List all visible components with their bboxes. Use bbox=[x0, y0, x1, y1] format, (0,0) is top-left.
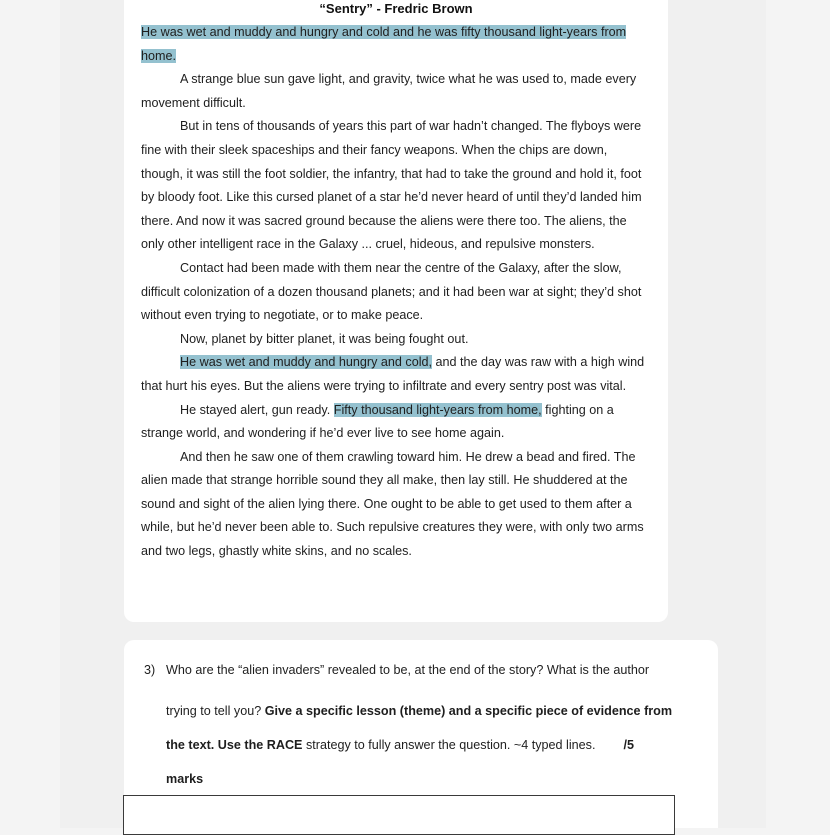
paragraph-7-rest: fighting on a strange world, and wondering if he’d ever live to see home again. bbox=[141, 402, 614, 441]
answer-box[interactable] bbox=[123, 795, 675, 835]
paragraph-8: And then he saw one of them crawling toward him. He drew a bead and fired. The alien made that strange horrible sound they all make, then lay still. He shuddered at the sound and sight of the alien lying there. One ought to be able to get used to them after a while, but he’d never been able to. Such repulsive creatures they were, with only two arms and two legs, ghastly white skins, and no scales. bbox=[141, 449, 644, 559]
question-plain-1: trying to tell you? bbox=[166, 704, 265, 718]
question-bold-instruction: Give a specific lesson (theme) and a specific piece of evidence from the text. Use the RACE bbox=[166, 704, 673, 752]
highlighted-repeat-line: He was wet and muddy and hungry and cold, bbox=[180, 355, 433, 370]
story-title: “Sentry” - Fredric Brown bbox=[319, 1, 473, 16]
marks-label: marks bbox=[166, 772, 204, 786]
story-body bbox=[141, 21, 645, 564]
paragraph-5: Now, planet by bitter planet, it was being fought out. bbox=[180, 331, 469, 346]
paragraph-6 bbox=[141, 351, 645, 398]
question-plain-2: strategy to fully answer the question. ~4 typed lines. bbox=[302, 738, 596, 752]
marks-value: /5 bbox=[623, 738, 634, 752]
paragraph-6-rest: and the day was raw with a high wind that hurt his eyes. But the aliens were trying to infiltrate and every sentry post was vital. bbox=[141, 355, 645, 393]
paragraph-2: A strange blue sun gave light, and gravity, twice what he was used to, made every movement difficult. bbox=[141, 72, 637, 110]
paragraph-7-start: He stayed alert, gun ready. bbox=[180, 402, 334, 417]
paragraph-1 bbox=[141, 21, 645, 68]
paragraph-7 bbox=[141, 399, 645, 446]
question-prompt bbox=[166, 660, 686, 796]
paragraph-3: But in tens of thousands of years this part of war hadn’t changed. The flyboys were fine with their sleek spaceships and their fancy weapons. When the chips are down, though, it was still the foot soldier, the infantry, that had to take the ground and hold it, foot by bloody foot. Like this cursed planet of a star he’d never heard of until they’d landed him there. And now it was sacred ground because the aliens were there too. The aliens, the only other intelligent race in the Galaxy ... cruel, hideous, and repulsive monsters. bbox=[141, 119, 642, 252]
question-number: 3) bbox=[144, 663, 156, 677]
highlighted-home-phrase: Fifty thousand light-years from home, bbox=[333, 402, 542, 417]
paragraph-4: Contact had been made with them near the centre of the Galaxy, after the slow, difficult colonization of a dozen thousand planets; and it had been war at sight; they’d shot without even trying to negotiate, or to make peace. bbox=[141, 260, 642, 323]
highlighted-opening-line: He was wet and muddy and hungry and cold and he was fifty thousand light-years from home. bbox=[141, 25, 627, 63]
question-line-1: Who are the “alien invaders” revealed to be, at the end of the story? What is the author bbox=[166, 663, 650, 677]
